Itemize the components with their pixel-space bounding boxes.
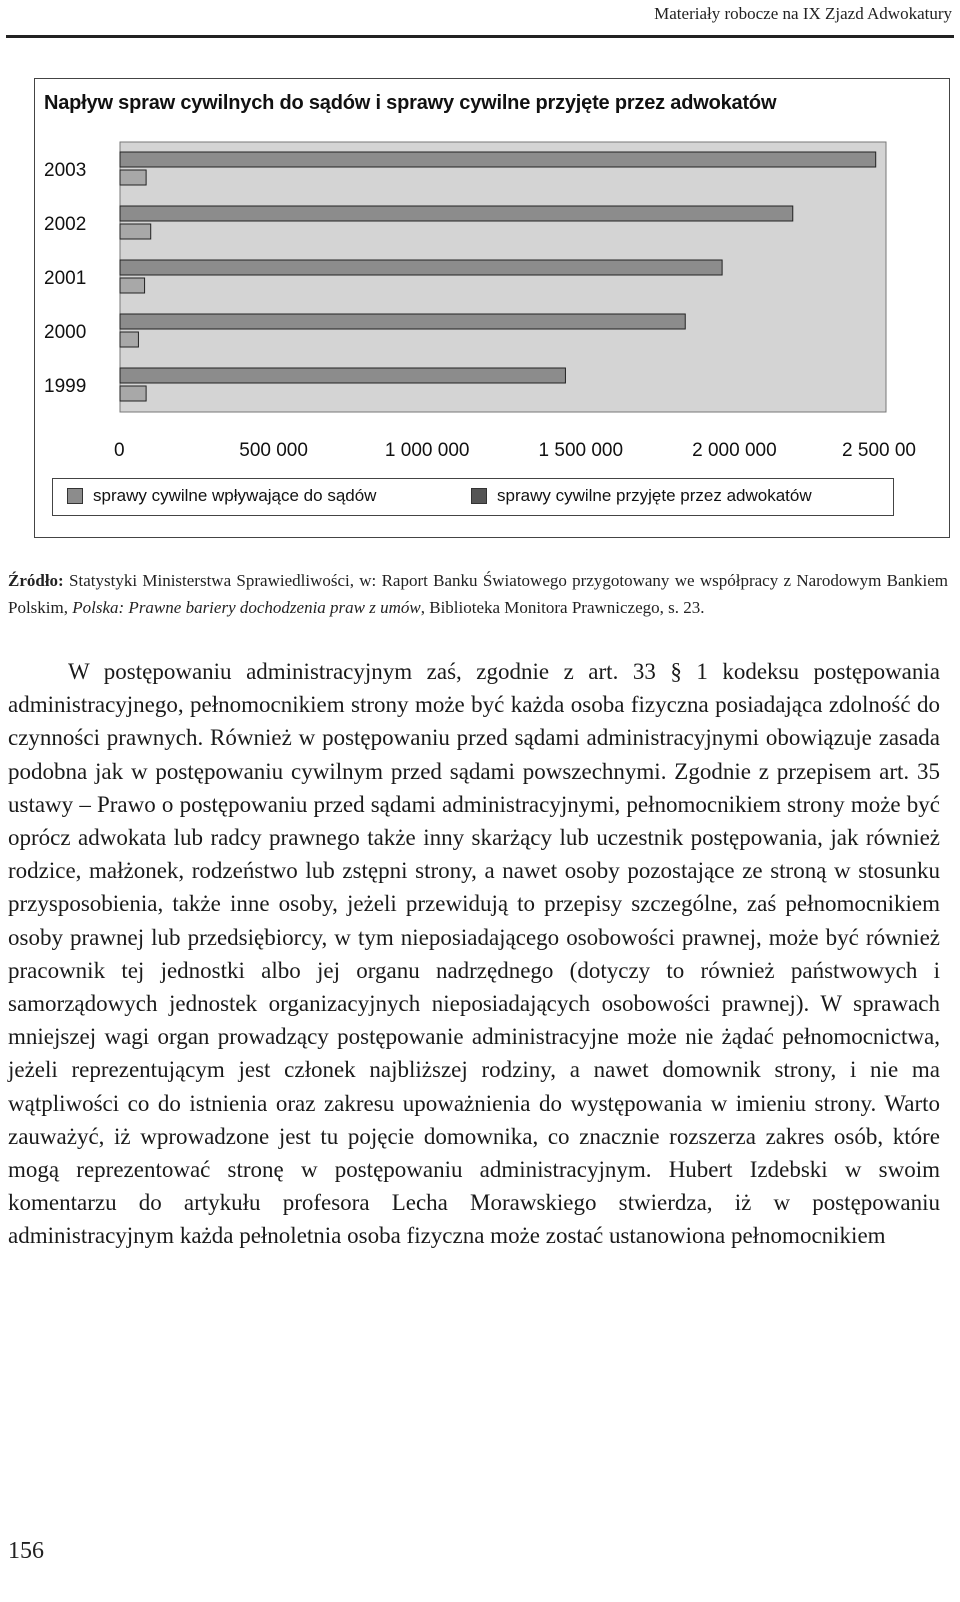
bar-advocates-2000 — [120, 332, 138, 347]
legend-item-courts — [67, 486, 376, 506]
x-tick-label: 1 000 000 — [384, 440, 470, 461]
page-number: 156 — [8, 1538, 44, 1564]
x-tick-label: 500 000 — [239, 440, 308, 461]
source-title-italic: Polska: Prawne bariery dochodzenia praw z umów — [72, 597, 421, 617]
bar-courts-2002 — [120, 206, 793, 221]
bar-courts-2003 — [120, 152, 876, 167]
source-text: Statystyki Ministerstwa Sprawiedliwości, w: Raport Banku Światowego przygotowany we współpracy z Narodowym Bankiem Polskim, — [8, 571, 949, 617]
legend-item-advocates — [471, 486, 812, 506]
legend-label-advocates: sprawy cywilne przyjęte przez adwokatów — [497, 486, 812, 505]
bar-advocates-1999 — [120, 386, 146, 401]
legend-swatch-advocates — [471, 488, 487, 504]
body-paragraph: W postępowaniu administracyjnym zaś, zgodnie z art. 33 § 1 kodeksu postępowania administracyjnego, pełnomocnikiem strony może być każda osoba fizyczna posiadająca zdolność do czynności prawnych. Również w postępowaniu przed sądami administracyjnymi obowiązuje zasada podobna jak w postępowaniu cywilnym przed sądami powszechnymi. Zgodnie z przepisem art. 35 ustawy – Prawo o postępowaniu przed sądami administracyjnymi, pełnomocnikiem strony może być oprócz adwokata lub radcy prawnego także inny skarżący lub uczestnik postępowania, jak również rodzice, małżonek, rodzeństwo lub zstępni strony, a nawet osoby pozostające ze stroną w stosunku przysposobienia, także inne osoby, jeżeli przewidują to przepisy szczególne, zaś pełnomocnikiem osoby prawnej lub przedsiębiorcy, w tym nieposiadającego osobowości prawnej, może być również pracownik tej jednostki albo jej organu nadrzędnego (dotyczy to również państwowych i samorządowych jednostek organizacyjnych nieposiadających osobowości prawnej). W sprawach mniejszej wagi organ prowadzący postępowanie administracyjne może nie żądać pełnomocnictwa, jeżeli reprezentującym jest członek najbliższej rodziny, a nawet domownik strony, i nie ma wątpliwości co do istnienia oraz zakresu upoważnienia do występowania w imieniu strony. Warto zauważyć, iż wprowadzone jest tu pojęcie domownika, co znacznie rozszerza zakres osób, które mogą reprezentować stronę w postępowaniu administracyjnym. Hubert Izdebski w swoim komentarzu do artykułu profesora Lecha Morawskiego stwierdza, iż w postępowaniu administracyjnym każda pełnoletnia osoba fizyczna może zostać ustanowiona pełnomocnikiem — [8, 659, 940, 1249]
bar-courts-1999 — [120, 368, 565, 383]
bar-advocates-2003 — [120, 170, 146, 185]
bar-advocates-2002 — [120, 224, 151, 239]
category-label-2003: 2003 — [44, 160, 87, 181]
source-text-end: , Biblioteka Monitora Prawniczego, s. 23. — [420, 597, 705, 617]
chart-legend — [52, 478, 894, 516]
bar-chart — [0, 0, 960, 540]
category-label-2001: 2001 — [44, 268, 87, 289]
legend-swatch-courts — [67, 488, 83, 504]
category-label-1999: 1999 — [44, 376, 87, 397]
bar-courts-2000 — [120, 314, 685, 329]
bar-advocates-2001 — [120, 278, 145, 293]
figure-source-note — [8, 568, 948, 621]
chart-title: Napływ spraw cywilnych do sądów i sprawy cywilne przyjęte przez adwokatów — [44, 92, 777, 114]
x-tick-label: 2 000 000 — [692, 440, 777, 461]
bar-courts-2001 — [120, 260, 722, 275]
body-text — [8, 655, 940, 1253]
source-label: Źródło: — [8, 571, 64, 590]
running-header: Materiały robocze na IX Zjazd Adwokatury — [654, 4, 952, 23]
legend-label-courts: sprawy cywilne wpływające do sądów — [93, 486, 377, 505]
x-tick-label: 0 — [114, 440, 125, 461]
x-tick-label: 1 500 000 — [538, 440, 624, 461]
x-tick-label: 2 500 00 — [842, 440, 916, 461]
category-label-2002: 2002 — [44, 214, 87, 235]
category-label-2000: 2000 — [44, 322, 87, 343]
